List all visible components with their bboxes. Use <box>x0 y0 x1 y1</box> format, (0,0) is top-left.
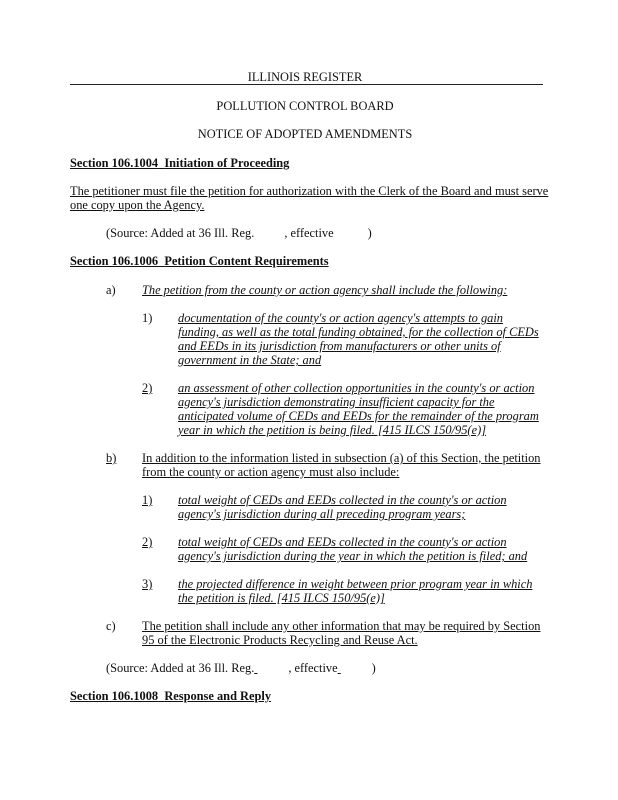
item-b1-label: 1) <box>142 493 153 507</box>
section-1006-number: Section 106.1006 <box>70 254 159 268</box>
item-b2-line: agency's jurisdiction during the year in which the petition is filed; and <box>178 549 528 563</box>
item-b3-label: 3) <box>142 577 153 591</box>
subsection-c-line: The petition shall include any other information that may be required by Section <box>142 619 541 633</box>
source-prefix: (Source: Added at 36 Ill. Reg. <box>106 226 255 240</box>
source-prefix: (Source: Added at 36 Ill. Reg. <box>106 661 255 675</box>
notice-title: NOTICE OF ADOPTED AMENDMENTS <box>197 127 413 141</box>
item-a2-label: 2) <box>142 381 153 395</box>
board-name: POLLUTION CONTROL BOARD <box>216 99 394 113</box>
section-1004-body-line2: one copy upon the Agency. <box>70 198 205 212</box>
item-a1-line: documentation of the county's or action agency's attempts to gain <box>178 311 503 325</box>
section-1006-heading <box>70 254 329 268</box>
subsection-b-label: b) <box>106 451 117 465</box>
item-b3-line: the petition is filed. [415 ILCS 150/95(e)] <box>178 591 385 605</box>
item-a2-line: an assessment of other collection opportunities in the county's or action <box>178 381 535 395</box>
section-1008-number: Section 106.1008 <box>70 689 159 703</box>
section-1006-title: Petition Content Requirements <box>164 254 329 268</box>
item-b2-label: 2) <box>142 535 153 549</box>
section-1004-body-line1: The petitioner must file the petition for authorization with the Clerk of the Board and must serve <box>70 184 549 198</box>
section-1004-number: Section 106.1004 <box>70 156 159 170</box>
section-1008-title: Response and Reply <box>164 689 272 703</box>
source-close: ) <box>367 226 372 240</box>
source-effective: , effective <box>288 661 338 675</box>
register-title: ILLINOIS REGISTER <box>247 70 363 84</box>
section-1004-source <box>106 226 372 240</box>
section-1004-heading <box>70 156 289 170</box>
item-b2-line: total weight of CEDs and EEDs collected in the county's or action <box>178 535 507 549</box>
item-a1-line: and EEDs in its jurisdiction from manufacturers or other units of <box>178 339 501 353</box>
item-a2-line: agency's jurisdiction demonstrating insufficient capacity for the <box>178 395 495 409</box>
item-a1-line: government in the State; and <box>178 353 322 367</box>
section-1008-heading <box>70 689 271 703</box>
subsection-c-line: 95 of the Electronic Products Recycling and Reuse Act. <box>142 633 418 647</box>
subsection-a-text: The petition from the county or action agency shall include the following: <box>142 283 508 297</box>
item-a1-label: 1) <box>142 311 153 325</box>
item-a2-line: anticipated volume of CEDs and EEDs for the remainder of the program <box>178 409 539 423</box>
item-a2-line: year in which the petition is being filed. [415 ILCS 150/95(e)] <box>178 423 487 437</box>
header-rule <box>70 84 543 85</box>
subsection-b-line: In addition to the information listed in subsection (a) of this Section, the petition <box>142 451 541 465</box>
section-1004-title: Initiation of Proceeding <box>164 156 290 170</box>
item-b1-line: agency's jurisdiction during all preceding program years; <box>178 507 466 521</box>
item-a1-line: funding, as well as the total funding obtained, for the collection of CEDs <box>178 325 539 339</box>
item-b3-line: the projected difference in weight between prior program year in which <box>178 577 533 591</box>
subsection-b-line: from the county or action agency must also include: <box>142 465 400 479</box>
section-1006-source <box>106 661 376 675</box>
source-effective: , effective <box>284 226 334 240</box>
item-b1-line: total weight of CEDs and EEDs collected in the county's or action <box>178 493 507 507</box>
subsection-a-label: a) <box>106 283 116 297</box>
subsection-c-label: c) <box>106 619 116 633</box>
source-close: ) <box>371 661 376 675</box>
